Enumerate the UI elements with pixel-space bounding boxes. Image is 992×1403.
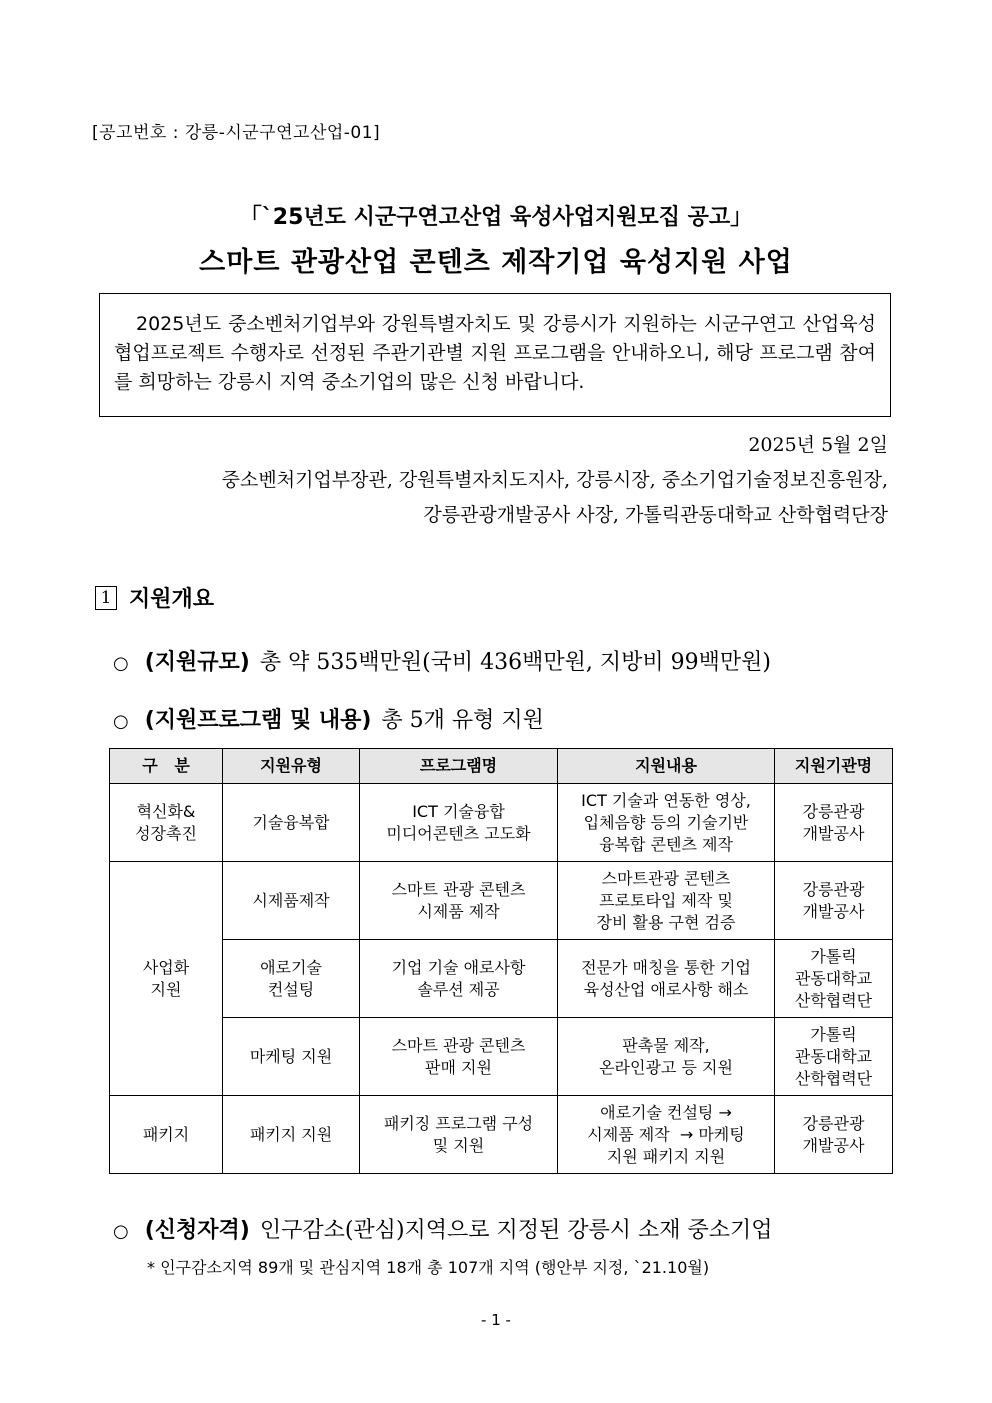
bullet-key: (지원프로그램 및 내용) bbox=[144, 708, 372, 733]
cell-line: 관동대학교 bbox=[794, 1046, 873, 1066]
cell-line: ICT 기술융합 bbox=[412, 801, 505, 821]
bullet-value: 총 5개 유형 지원 bbox=[381, 708, 544, 733]
header-content: 지원내용 bbox=[558, 749, 775, 784]
cell-line: 판촉물 제작, bbox=[622, 1035, 710, 1055]
announcement-date: 2025년 5월 2일 bbox=[748, 434, 888, 456]
cell-line: 사업화 bbox=[142, 957, 190, 977]
cell-line: 패키지 bbox=[142, 1124, 190, 1144]
cell-line: 애로기술 컨설팅 → bbox=[600, 1102, 732, 1122]
intro-box bbox=[99, 293, 891, 417]
cell-line: 기업 기술 애로사항 bbox=[391, 957, 526, 977]
bullet-key: (신청자격) bbox=[144, 1218, 250, 1243]
bullet-key: (지원규모) bbox=[144, 650, 250, 675]
content-cell bbox=[558, 862, 775, 940]
group-cell bbox=[110, 784, 223, 862]
type-cell bbox=[223, 1018, 360, 1096]
cell-line: 육성산업 애로사항 해소 bbox=[583, 979, 749, 999]
content-cell bbox=[558, 940, 775, 1018]
cell-line: 개발공사 bbox=[802, 901, 865, 921]
bullet-marker: ○ bbox=[113, 1221, 129, 1242]
program-cell bbox=[360, 940, 558, 1018]
table-row bbox=[110, 784, 893, 862]
header-type: 지원유형 bbox=[223, 749, 360, 784]
cell-line: 시제품제작 bbox=[252, 890, 330, 910]
program-cell bbox=[360, 862, 558, 940]
content-cell bbox=[558, 784, 775, 862]
issuers-line-1: 중소벤처기업부장관, 강원특별자치도지사, 강릉시장, 중소기업기술정보진흥원장, bbox=[221, 469, 888, 491]
cell-line: 프로토타입 제작 및 bbox=[599, 890, 733, 910]
cell-line: 지원 패키지 지원 bbox=[606, 1146, 726, 1166]
group-cell bbox=[110, 1096, 223, 1174]
cell-line: 및 지원 bbox=[432, 1135, 485, 1155]
cell-line: 강릉관광 bbox=[802, 1113, 865, 1133]
bullet-eligibility bbox=[113, 1213, 773, 1244]
issuers bbox=[68, 463, 888, 533]
type-cell bbox=[223, 940, 360, 1018]
issuers-line-2: 강릉관광개발공사 사장, 가톨릭관동대학교 산학협력단장 bbox=[423, 504, 888, 526]
cell-line: 판매 지원 bbox=[425, 1057, 492, 1077]
cell-line: 가톨릭 bbox=[810, 1024, 857, 1044]
type-cell bbox=[223, 1096, 360, 1174]
cell-line: 혁신화& bbox=[136, 801, 196, 821]
page-number: - 1 - bbox=[481, 1311, 511, 1329]
program-title: 스마트 관광산업 콘텐츠 제작기업 육성지원 사업 bbox=[199, 247, 793, 278]
bullet-program bbox=[113, 703, 544, 734]
table-row bbox=[110, 940, 893, 1018]
type-cell bbox=[223, 862, 360, 940]
announcement-title: 「`25년도 시군구연고산업 육성사업지원모집 공고」 bbox=[239, 205, 753, 230]
agency-cell bbox=[775, 1018, 893, 1096]
cell-line: 장비 활용 구현 검증 bbox=[596, 912, 736, 932]
cell-line: 강릉관광 bbox=[802, 879, 865, 899]
cell-line: 전문가 매칭을 통한 기업 bbox=[581, 957, 751, 977]
bullet-scale bbox=[113, 645, 771, 676]
content-cell bbox=[558, 1018, 775, 1096]
cell-line: 입체음향 등의 기술기반 bbox=[583, 812, 749, 832]
cell-line: 컨설팅 bbox=[267, 979, 315, 999]
bullet-value: 인구감소(관심)지역으로 지정된 강릉시 소재 중소기업 bbox=[259, 1218, 773, 1243]
bullet-value: 총 약 535백만원(국비 436백만원, 지방비 99백만원) bbox=[259, 650, 771, 675]
cell-line: 스마트 관광 콘텐츠 bbox=[391, 879, 526, 899]
table-row bbox=[110, 1018, 893, 1096]
cell-line: 온라인광고 등 지원 bbox=[599, 1057, 733, 1077]
agency-cell bbox=[775, 862, 893, 940]
cell-line: ICT 기술과 연동한 영상, bbox=[581, 790, 751, 810]
table-row bbox=[110, 862, 893, 940]
agency-cell bbox=[775, 1096, 893, 1174]
cell-line: 가톨릭 bbox=[810, 946, 857, 966]
table-header-row bbox=[110, 749, 893, 784]
cell-line: 미디어콘텐츠 고도화 bbox=[386, 823, 531, 843]
cell-line: 스마트관광 콘텐츠 bbox=[601, 868, 731, 888]
program-cell bbox=[360, 784, 558, 862]
cell-line: 관동대학교 bbox=[794, 968, 873, 988]
program-cell bbox=[360, 1018, 558, 1096]
cell-line: 산학협력단 bbox=[794, 990, 873, 1010]
section-heading bbox=[95, 582, 214, 613]
header-category: 구 분 bbox=[110, 749, 223, 784]
section-title: 지원개요 bbox=[129, 587, 215, 612]
bullet-marker: ○ bbox=[113, 653, 129, 674]
support-program-table bbox=[109, 748, 893, 1174]
section-number: 1 bbox=[95, 586, 117, 610]
cell-line: 스마트 관광 콘텐츠 bbox=[391, 1035, 526, 1055]
type-cell bbox=[223, 784, 360, 862]
cell-line: 강릉관광 bbox=[802, 801, 865, 821]
header-program: 프로그램명 bbox=[360, 749, 558, 784]
cell-line: 패키지 지원 bbox=[249, 1124, 333, 1144]
cell-line: 마케팅 지원 bbox=[249, 1046, 333, 1066]
cell-line: 시제품 제작 → 마케팅 bbox=[587, 1124, 745, 1144]
cell-line: 개발공사 bbox=[802, 1135, 865, 1155]
cell-line: 기술융복합 bbox=[252, 812, 330, 832]
cell-line: 패키징 프로그램 구성 bbox=[383, 1113, 534, 1133]
table-row bbox=[110, 1096, 893, 1174]
agency-cell bbox=[775, 784, 893, 862]
bullet-marker: ○ bbox=[113, 711, 129, 732]
program-cell bbox=[360, 1096, 558, 1174]
content-cell bbox=[558, 1096, 775, 1174]
cell-line: 솔루션 제공 bbox=[417, 979, 500, 999]
cell-line: 지원 bbox=[150, 979, 182, 999]
agency-cell bbox=[775, 940, 893, 1018]
cell-line: 산학협력단 bbox=[794, 1068, 873, 1088]
cell-line: 시제품 제작 bbox=[417, 901, 500, 921]
cell-line: 융복합 콘텐츠 제작 bbox=[599, 834, 733, 854]
group-cell bbox=[110, 862, 223, 1096]
header-agency: 지원기관명 bbox=[775, 749, 893, 784]
cell-line: 애로기술 bbox=[260, 957, 322, 977]
cell-line: 성장촉진 bbox=[135, 823, 197, 843]
intro-text: 2025년도 중소벤처기업부와 강원특별자치도 및 강릉시가 지원하는 시군구연고 산업육성 협업프로젝트 수행자로 선정된 주관기관별 지원 프로그램을 안내하오니, 해당 프로그램 참여를 희망하는 강릉시 지역 중소기업의 많은 신청 바랍니다. bbox=[114, 313, 876, 393]
footnote: * 인구감소지역 89개 및 관심지역 18개 총 107개 지역 (행안부 지정, `21.10월) bbox=[147, 1258, 710, 1277]
notice-number: [공고번호 : 강릉-시군구연고산업-01] bbox=[92, 123, 381, 143]
cell-line: 개발공사 bbox=[802, 823, 865, 843]
